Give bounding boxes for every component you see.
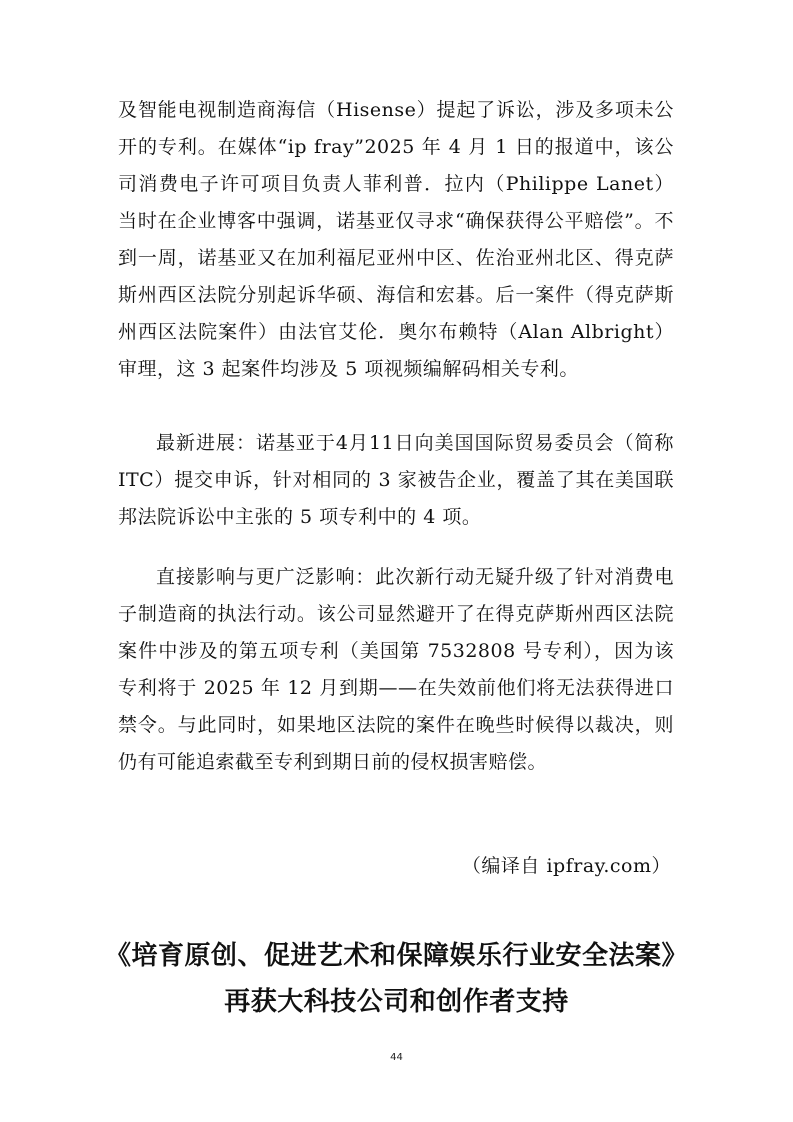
paragraph-text: 最新进展：诺基亚于4月11日向美国国际贸易委员会（简称 ITC）提交申诉，针对相同的 3 家被告企业，覆盖了其在美国联邦法院诉讼中主张的 5 项专利中的 4 项。 (118, 432, 674, 528)
source-attribution: （编译自 ipfray.com） (461, 855, 671, 877)
paragraph-text: 及智能电视制造商海信（Hisense）提起了诉讼，涉及多项未公开的专利。在媒体“ip fray”2025 年 4 月 1 日的报道中，该公司消费电子许可项目负责人菲利普．拉内（Philippe Lanet）当时在企业博客中强调，诺基亚仅寻求“确保获得公平赔偿”。不到一周，诺基亚又在加利福尼亚州中区、佐治亚州北区、得克萨斯州西区法院分别起诉华硕、海信和宏碁。后一案件（得克萨斯州西区法院案件）由法官艾伦．奥尔布赖特（Alan Albright）审理，这 3 起案件均涉及 5 项视频编解码相关专利。 (118, 99, 674, 380)
page-number: 44 (390, 1052, 403, 1063)
section-heading: 《培育原创、促进艺术和保障娱乐行业安全法案》再获大科技公司和创作者支持 (104, 941, 688, 1017)
article-paragraph-impact (118, 559, 674, 781)
paragraph-text: 直接影响与更广泛影响：此次新行动无疑升级了针对消费电子制造商的执法行动。该公司显然避开了在得克萨斯州西区法院案件中涉及的第五项专利（美国第 7532808 号专利），因为该专利将于 2025 年 12 月到期——在失效前他们将无法获得进口禁令。与此同时，如果地区法院的案件在晚些时候得以裁决，则仍有可能追索截至专利到期日前的侵权损害赔偿。 (118, 566, 674, 773)
article-paragraph-latest-progress (118, 425, 674, 536)
article-paragraph-continued (118, 92, 674, 388)
